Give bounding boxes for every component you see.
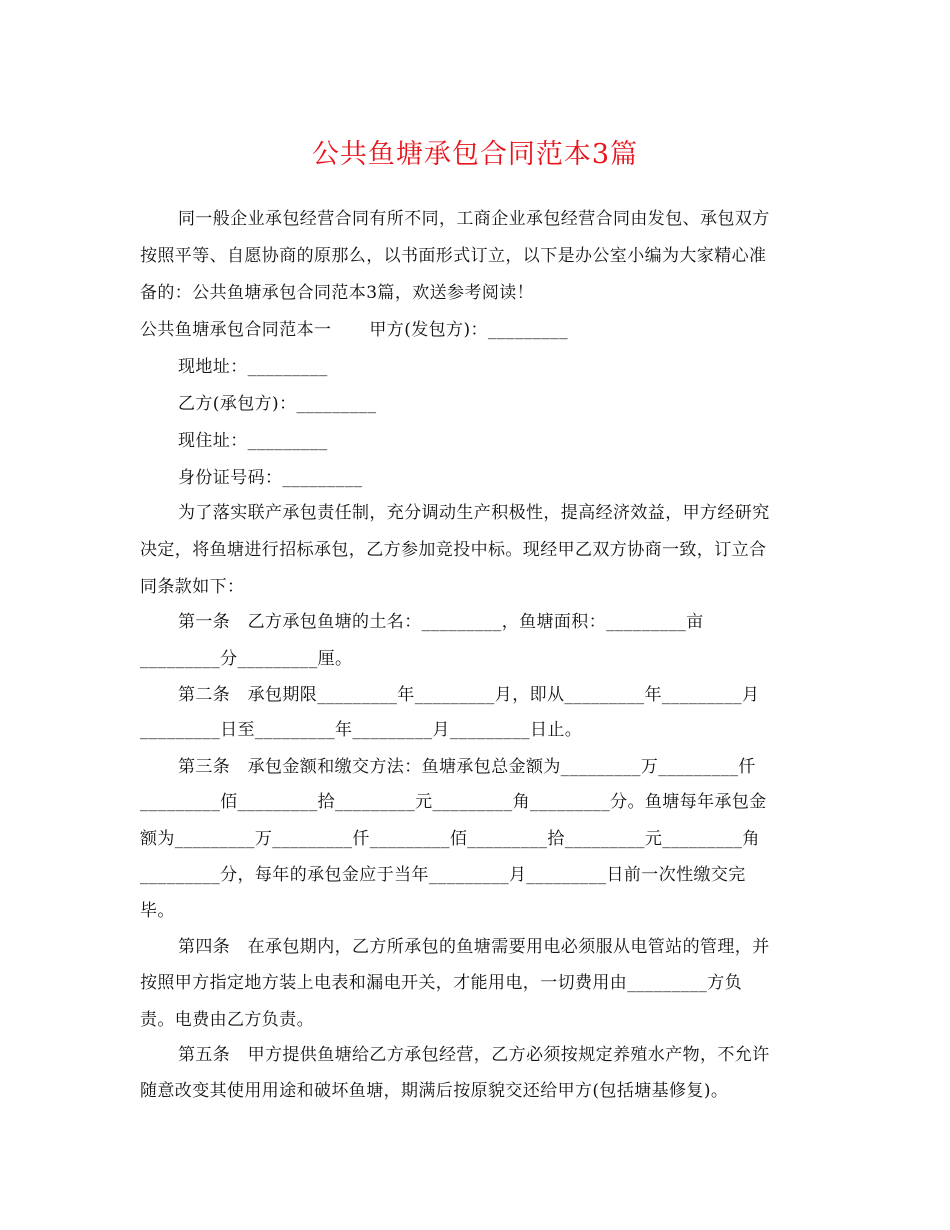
- id-number-field: 身份证号码：_________: [178, 468, 363, 488]
- party-a-field: 甲方(发包方)：_________: [369, 320, 568, 340]
- article-2-line-2: _________日至_________年_________月_________日止。: [140, 720, 583, 740]
- article-3-line-2: _________佰_________拾_________元_________角_________分。鱼塘每年承包金: [140, 792, 767, 812]
- preamble-line-3: 同条款如下：: [140, 577, 245, 597]
- intro-line-2: 按照平等、自愿协商的原那么，以书面形式订立，以下是办公室小编为大家精心准: [140, 246, 767, 266]
- party-a-address: 现地址：_________: [178, 357, 328, 377]
- article-3-line-4: _________分，每年的承包金应于当年_________月_________日前一次性缴交完: [140, 865, 746, 885]
- party-b-field: 乙方(承包方)：_________: [178, 394, 377, 414]
- preamble-line-2: 决定，将鱼塘进行招标承包，乙方参加竞投中标。现经甲乙双方协商一致，订立合: [140, 540, 767, 560]
- article-1-line-1: 第一条 乙方承包鱼塘的土名：_________，鱼塘面积：_________亩: [178, 612, 704, 632]
- intro-line-1: 同一般企业承包经营合同有所不同，工商企业承包经营合同由发包、承包双方: [178, 209, 770, 229]
- section-heading: 公共鱼塘承包合同范本一: [140, 320, 332, 340]
- intro-line-3: 备的：公共鱼塘承包合同范本3篇，欢送参考阅读！: [140, 283, 535, 303]
- article-4-line-2: 按照甲方指定地方装上电表和漏电开关，才能用电，一切费用由_________方负: [140, 973, 743, 993]
- article-4-line-3: 责。电费由乙方负责。: [140, 1010, 314, 1030]
- article-3-line-3: 额为_________万_________仟_________佰_________拾_________元_________角: [140, 829, 760, 849]
- article-3-line-5: 毕。: [140, 901, 175, 921]
- article-3-line-1: 第三条 承包金额和缴交方法：鱼塘承包总金额为_________万_________仟: [178, 757, 756, 777]
- party-b-address: 现住址：_________: [178, 431, 328, 451]
- article-4-line-1: 第四条 在承包期内，乙方所承包的鱼塘需要用电必须服从电管站的管理，并: [178, 937, 770, 957]
- preamble-line-1: 为了落实联产承包责任制，充分调动生产积极性，提高经济效益，甲方经研究: [178, 503, 770, 523]
- article-5-line-2: 随意改变其使用用途和破坏鱼塘，期满后按原貌交还给甲方(包括塘基修复)。: [140, 1081, 729, 1101]
- section-heading-line: [140, 320, 568, 340]
- article-1-line-2: _________分_________厘。: [140, 649, 353, 669]
- article-2-line-1: 第二条 承包期限_________年_________月，即从_________年_________月: [178, 685, 760, 705]
- document-title: 公共鱼塘承包合同范本3篇: [311, 139, 639, 170]
- article-5-line-1: 第五条 甲方提供鱼塘给乙方承包经营，乙方必须按规定养殖水产物，不允许: [178, 1045, 770, 1065]
